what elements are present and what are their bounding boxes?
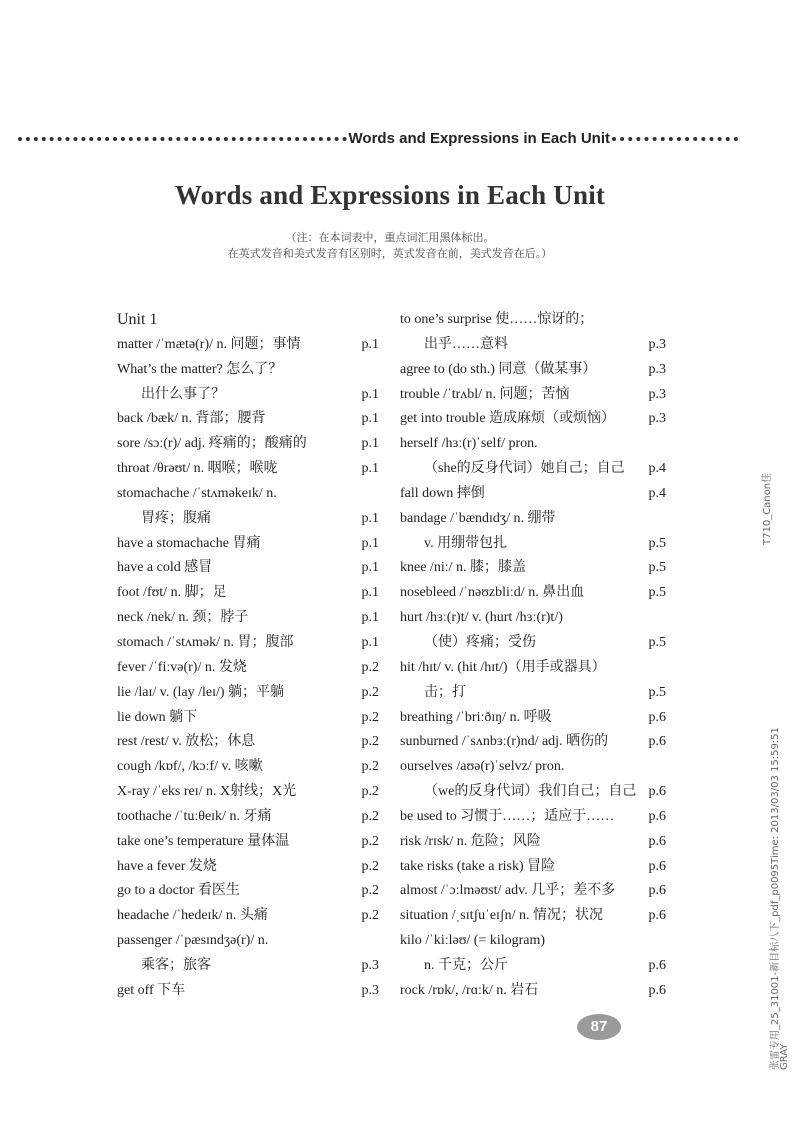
side-scan-label-top: T710_Canon佳	[762, 472, 773, 545]
entry-text: （we的反身代词）我们自己；自己	[424, 784, 637, 800]
vocab-entry	[117, 631, 379, 656]
vocab-entry	[400, 457, 666, 482]
vocab-entry	[117, 730, 379, 755]
page-title: Words and Expressions in Each Unit	[174, 180, 606, 210]
entry-text: （she的反身代词）她自己；自己	[424, 461, 625, 477]
entry-page-ref: p.2	[361, 908, 379, 924]
entry-text: take risks (take a risk) 冒险	[400, 858, 556, 874]
vocab-entry	[117, 507, 379, 532]
vocab-entry	[117, 457, 379, 482]
entry-text: toothache /ˈtuːθeɪk/ n. 牙痛	[117, 808, 272, 824]
vocab-entry	[117, 482, 379, 507]
entry-text: （使）疼痛；受伤	[424, 634, 536, 650]
entry-text: rock /rɒk/, /rɑːk/ n. 岩石	[400, 982, 539, 998]
vocab-entry	[117, 929, 379, 954]
entry-page-ref: p.1	[361, 510, 379, 526]
entry-text: stomachache /ˈstʌməkeɪk/ n.	[117, 485, 277, 501]
vocab-entry	[117, 333, 379, 358]
entry-text: X-ray /ˈeks reɪ/ n. X射线；X光	[117, 784, 297, 800]
vocab-entry	[117, 979, 379, 1004]
entry-text: knee /niː/ n. 膝；膝盖	[400, 560, 526, 576]
entry-text: lie down 躺下	[117, 709, 198, 725]
entry-page-ref: p.6	[648, 957, 666, 973]
entry-text: go to a doctor 看医生	[117, 883, 240, 899]
entry-text: hurt /hɜː(r)t/ v. (hurt /hɜː(r)t/)	[400, 610, 563, 626]
vocab-entry	[400, 532, 666, 557]
vocab-entry	[117, 954, 379, 979]
entry-page-ref: p.6	[648, 734, 666, 750]
entry-text: matter /ˈmætə(r)/ n. 问题；事情	[117, 336, 301, 352]
vocab-entry	[400, 407, 666, 432]
entry-text: stomach /ˈstʌmək/ n. 胃；腹部	[117, 634, 294, 650]
page-number-badge: 87	[577, 1014, 621, 1040]
entry-text: sore /sɔː(r)/ adj. 疼痛的；酸痛的	[117, 436, 307, 452]
entry-page-ref: p.6	[648, 982, 666, 998]
vocab-entry	[400, 681, 666, 706]
left-column	[117, 308, 379, 1004]
vocab-entry	[117, 383, 379, 408]
header-dots-right	[612, 137, 738, 141]
entry-page-ref: p.2	[361, 858, 379, 874]
entry-page-ref: p.1	[361, 386, 379, 402]
entry-page-ref: p.1	[361, 535, 379, 551]
vocab-entry	[400, 358, 666, 383]
entry-text: foot /fʊt/ n. 脚；足	[117, 585, 227, 601]
entry-page-ref: p.2	[361, 684, 379, 700]
entry-page-ref: p.4	[648, 461, 666, 477]
entry-text: 出什么事了？	[141, 386, 225, 402]
vocab-entry	[117, 706, 379, 731]
entry-text: breathing /ˈbriːðɪŋ/ n. 呼吸	[400, 709, 552, 725]
header-dots-left	[18, 137, 347, 141]
vocab-entry	[117, 805, 379, 830]
entry-text: ourselves /aʊə(r)ˈselvz/ pron.	[400, 759, 565, 775]
entry-text: cough /kɒf/, /kɔːf/ v. 咳嗽	[117, 759, 263, 775]
vocab-entry	[117, 855, 379, 880]
entry-page-ref: p.2	[361, 734, 379, 750]
vocab-entry	[117, 532, 379, 557]
entry-text: herself /hɜː(r)ˈself/ pron.	[400, 436, 538, 452]
entry-text: situation /ˌsɪtʃuˈeɪʃn/ n. 情况；状况	[400, 908, 603, 924]
entry-page-ref: p.5	[648, 634, 666, 650]
entry-text: to one’s surprise 使……惊讶的；	[400, 312, 594, 327]
vocab-entry	[117, 681, 379, 706]
vocab-entry	[400, 879, 666, 904]
side-scan-label-bottom: 张雷专用_25_31001-新目标八下_pdf_p0095Time: 2013/03/03 15:59:51	[770, 727, 781, 1070]
entry-text: lie /laɪ/ v. (lay /leɪ/) 躺；平躺	[117, 684, 285, 700]
entry-text: neck /nek/ n. 颈；脖子	[117, 610, 249, 626]
vocab-entry	[117, 432, 379, 457]
entry-text: 击；打	[424, 684, 466, 700]
vocab-entry	[400, 979, 666, 1004]
vocab-entry	[117, 358, 379, 383]
vocab-entry	[400, 805, 666, 830]
entry-text: v. 用绷带包扎	[424, 535, 508, 551]
vocab-entry	[400, 482, 666, 507]
vocab-entry	[117, 581, 379, 606]
entry-page-ref: p.3	[648, 411, 666, 427]
entry-text: n. 千克；公斤	[424, 957, 508, 973]
entry-page-ref: p.3	[648, 336, 666, 352]
entry-text: risk /rɪsk/ n. 危险；风险	[400, 833, 541, 849]
entry-page-ref: p.1	[361, 610, 379, 626]
entry-page-ref: p.1	[361, 461, 379, 477]
entry-text: agree to (do sth.) 同意（做某事）	[400, 361, 597, 377]
vocab-entry	[400, 606, 666, 631]
vocab-entry	[400, 507, 666, 532]
entry-page-ref: p.6	[648, 908, 666, 924]
entry-page-ref: p.2	[361, 659, 379, 675]
entry-text: have a stomachache 胃痛	[117, 535, 261, 551]
entry-page-ref: p.6	[648, 709, 666, 725]
entry-text: Unit 1	[117, 311, 158, 328]
entry-page-ref: p.3	[361, 982, 379, 998]
entry-page-ref: p.6	[648, 883, 666, 899]
entry-page-ref: p.3	[648, 386, 666, 402]
entry-text: have a cold 感冒	[117, 560, 213, 576]
vocab-entry	[400, 333, 666, 358]
entry-page-ref: p.3	[648, 361, 666, 377]
entry-text: 乘客；旅客	[141, 957, 211, 973]
entry-page-ref: p.5	[648, 684, 666, 700]
vocab-entry	[117, 755, 379, 780]
entry-text: headache /ˈhedeɪk/ n. 头痛	[117, 908, 268, 924]
entry-text: almost /ˈɔːlməʊst/ adv. 几乎；差不多	[400, 883, 616, 899]
entry-page-ref: p.6	[648, 858, 666, 874]
vocab-entry	[400, 556, 666, 581]
entry-text: back /bæk/ n. 背部；腰背	[117, 411, 266, 427]
vocab-entry	[117, 879, 379, 904]
vocab-entry	[400, 730, 666, 755]
entry-text: nosebleed /ˈnəʊzbliːd/ n. 鼻出血	[400, 585, 585, 601]
entry-text: rest /rest/ v. 放松；休息	[117, 734, 256, 750]
entry-page-ref: p.2	[361, 833, 379, 849]
entry-text: have a fever 发烧	[117, 858, 217, 874]
vocab-entry	[117, 656, 379, 681]
entry-text: get off 下车	[117, 982, 186, 998]
vocab-entry	[400, 581, 666, 606]
vocab-entry	[117, 407, 379, 432]
entry-text: throat /θrəʊt/ n. 咽喉；喉咙	[117, 461, 278, 477]
vocab-entry	[400, 780, 666, 805]
vocab-entry	[117, 830, 379, 855]
entry-page-ref: p.1	[361, 585, 379, 601]
vocab-entry	[400, 706, 666, 731]
entry-page-ref: p.2	[361, 883, 379, 899]
entry-page-ref: p.1	[361, 336, 379, 352]
note-line-2: 在英式发音和美式发音有区别时，英式发音在前，美式发音在后。）	[227, 247, 553, 260]
entry-page-ref: p.6	[648, 784, 666, 800]
entry-text: take one’s temperature 量体温	[117, 833, 290, 849]
right-column	[400, 308, 666, 1004]
unit-heading	[117, 308, 379, 333]
entry-page-ref: p.2	[361, 784, 379, 800]
entry-text: sunburned /ˈsʌnbɜː(r)nd/ adj. 晒伤的	[400, 734, 609, 750]
entry-text: trouble /ˈtrʌbl/ n. 问题；苦恼	[400, 386, 570, 402]
vocab-entry	[400, 855, 666, 880]
entry-text: kilo /ˈkiːləʊ/ (= kilogram)	[400, 933, 546, 949]
entry-page-ref: p.1	[361, 634, 379, 650]
entry-text: passenger /ˈpæsɪndʒə(r)/ n.	[117, 933, 269, 949]
entry-page-ref: p.2	[361, 759, 379, 775]
entry-text: 出乎……意料	[424, 336, 508, 352]
entry-text: fever /ˈfiːvə(r)/ n. 发烧	[117, 659, 247, 675]
entry-page-ref: p.1	[361, 560, 379, 576]
vocab-entry	[117, 904, 379, 929]
entry-page-ref: p.1	[361, 436, 379, 452]
entry-text: 胃疼；腹痛	[141, 510, 211, 526]
entry-page-ref: p.5	[648, 535, 666, 551]
note-line-1: （注：在本词表中，重点词汇用黑体标出。	[285, 231, 495, 244]
vocab-entry	[400, 904, 666, 929]
entry-text: be used to 习惯于……；适应于……	[400, 808, 615, 824]
vocab-entry	[400, 755, 666, 780]
vocab-entry	[400, 830, 666, 855]
entry-page-ref: p.1	[361, 411, 379, 427]
vocab-entry	[400, 954, 666, 979]
entry-page-ref: p.6	[648, 833, 666, 849]
vocab-entry	[117, 780, 379, 805]
vocab-entry	[400, 929, 666, 954]
entry-page-ref: p.2	[361, 709, 379, 725]
entry-page-ref: p.3	[361, 957, 379, 973]
vocab-entry	[400, 432, 666, 457]
entry-page-ref: p.4	[648, 485, 666, 501]
vocab-entry	[117, 606, 379, 631]
entry-page-ref: p.6	[648, 808, 666, 824]
entry-page-ref: p.2	[361, 808, 379, 824]
vocab-entry	[117, 556, 379, 581]
vocab-entry	[400, 308, 666, 333]
entry-page-ref: p.5	[648, 585, 666, 601]
vocab-entry	[400, 656, 666, 681]
vocab-entry	[400, 383, 666, 408]
entry-text: get into trouble 造成麻烦（或烦恼）	[400, 411, 616, 427]
side-scan-label-gray: GRAY	[779, 1043, 790, 1070]
running-header-title: Words and Expressions in Each Unit	[348, 129, 610, 147]
running-header	[18, 128, 738, 148]
entry-text: fall down 摔倒	[400, 485, 485, 501]
entry-text: bandage /ˈbændɪdʒ/ n. 绷带	[400, 510, 556, 526]
entry-page-ref: p.5	[648, 560, 666, 576]
entry-text: What’s the matter? 怎么了？	[117, 361, 283, 377]
vocab-entry	[400, 631, 666, 656]
entry-text: hit /hɪt/ v. (hit /hɪt/)（用手或器具）	[400, 659, 606, 675]
